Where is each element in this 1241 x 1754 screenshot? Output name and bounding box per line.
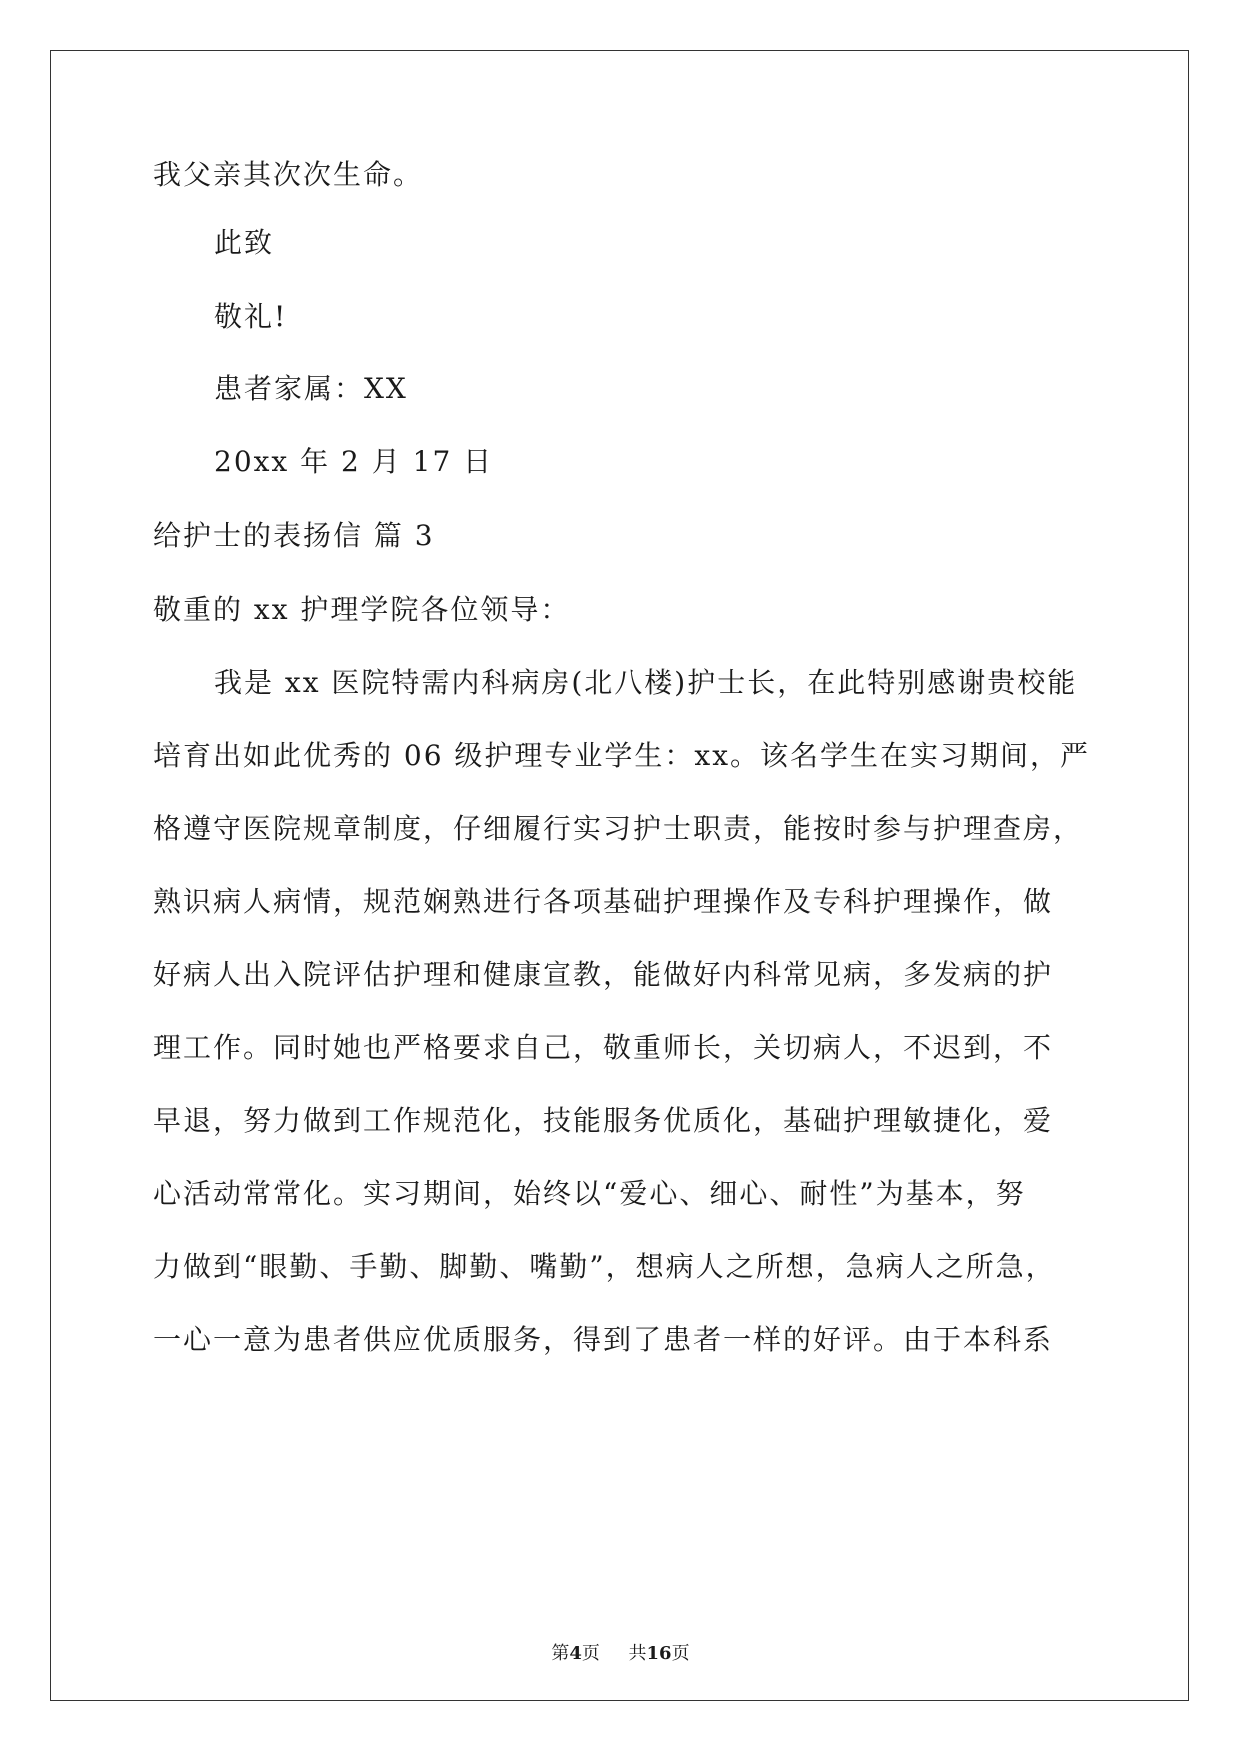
paragraph-line: 一心一意为患者供应优质服务，得到了患者一样的好评。由于本科系 [153, 1323, 1054, 1356]
paragraph-line: 好病人出入院评估护理和健康宣教，能做好内科常见病，多发病的护 [153, 958, 1054, 991]
footer-total-suffix: 页 [671, 1643, 690, 1664]
paragraph-line: 心活动常常化。实习期间，始终以“爱心、细心、耐性”为基本，努 [153, 1177, 1026, 1210]
text-line-date: 20xx 年 2 月 17 日 [214, 445, 494, 478]
paragraph-line: 格遵守医院规章制度，仔细履行实习护士职责，能按时参与护理查房， [153, 812, 1084, 845]
paragraph-line: 力做到“眼勤、手勤、脚勤、嘴勤”，想病人之所想，急病人之所急， [153, 1250, 1056, 1283]
footer-total-prefix: 共 [628, 1643, 647, 1664]
paragraph-line: 早退，努力做到工作规范化，技能服务优质化，基础护理敏捷化，爱 [153, 1104, 1054, 1137]
page-footer [0, 1642, 1241, 1666]
footer-page-prefix: 第 [551, 1643, 570, 1664]
paragraph-line: 我是 xx 医院特需内科病房(北八楼)护士长，在此特别感谢贵校能 [214, 666, 1078, 699]
text-line-signature: 患者家属：XX [214, 372, 408, 405]
footer-page-suffix: 页 [581, 1643, 600, 1664]
text-line-salutation-1: 此致 [214, 226, 275, 259]
text-line-closing-sentence: 我父亲其次次生命。 [153, 158, 424, 191]
text-line-salutation-2: 敬礼! [214, 300, 288, 333]
paragraph-line: 理工作。同时她也严格要求自己，敬重师长，关切病人，不迟到，不 [153, 1031, 1054, 1064]
letter-greeting: 敬重的 xx 护理学院各位领导： [153, 593, 571, 626]
paragraph-line: 培育出如此优秀的 06 级护理专业学生：xx。该名学生在实习期间，严 [153, 739, 1091, 772]
footer-current-page: 4 [569, 1643, 582, 1664]
section-heading: 给护士的表扬信 篇 3 [153, 519, 435, 552]
footer-total-pages: 16 [646, 1643, 672, 1664]
paragraph-line: 熟识病人病情，规范娴熟进行各项基础护理操作及专科护理操作，做 [153, 885, 1054, 918]
